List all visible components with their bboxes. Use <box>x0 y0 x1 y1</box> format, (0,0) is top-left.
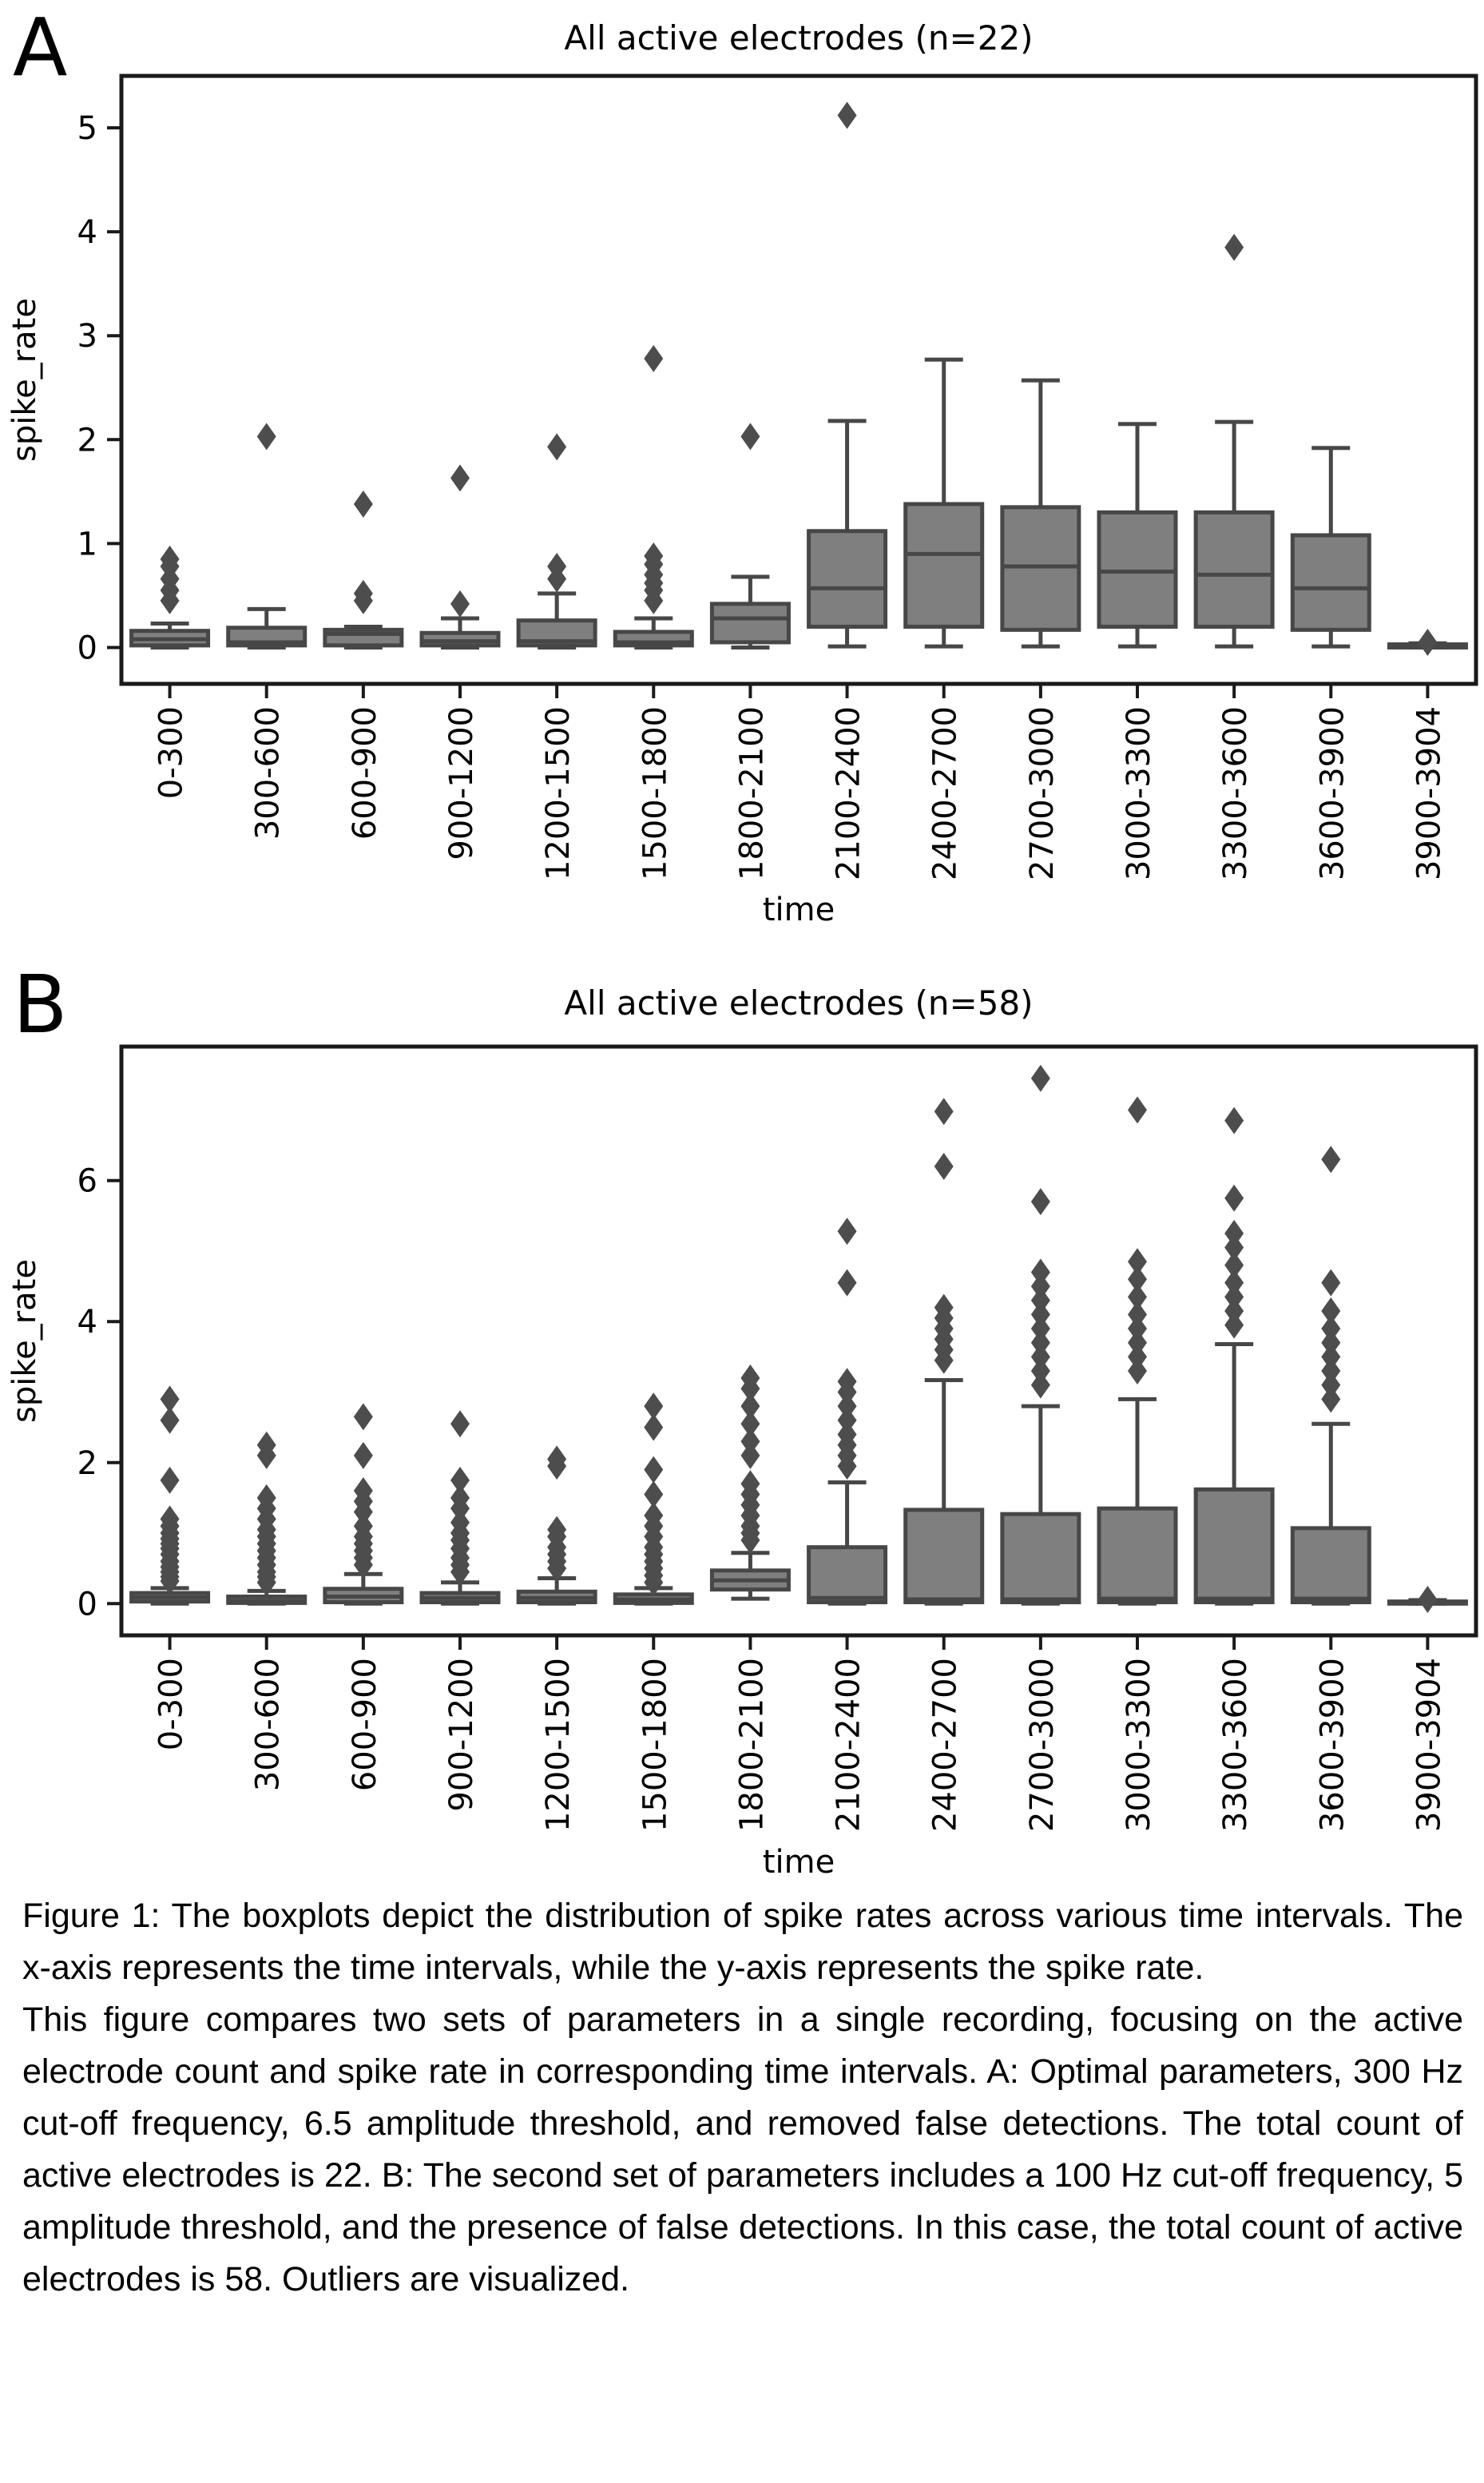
figure-caption <box>22 1890 1463 2306</box>
box <box>1292 535 1369 630</box>
x-tick-label: 1200-1500 <box>540 1658 577 1833</box>
outlier-diamond <box>1128 1096 1147 1123</box>
outlier-diamond <box>1224 1185 1244 1212</box>
outlier-diamond <box>644 345 663 372</box>
outlier-diamond <box>161 1467 180 1494</box>
x-tick-label: 600-900 <box>346 1658 383 1792</box>
x-tick-label: 3900-3904 <box>1411 1658 1448 1833</box>
outlier-diamond <box>257 423 276 450</box>
box <box>1196 1489 1272 1602</box>
box <box>809 1547 886 1603</box>
box <box>1099 512 1176 626</box>
y-tick-label: 4 <box>77 1304 97 1341</box>
x-tick-label: 1200-1500 <box>540 706 577 881</box>
x-tick-label: 3300-3600 <box>1217 706 1255 881</box>
x-tick-label: 1500-1800 <box>637 705 674 881</box>
x-axis-label: time <box>762 1844 835 1881</box>
outlier-diamond <box>838 101 857 129</box>
y-tick-label: 0 <box>77 630 97 667</box>
outlier-diamond <box>644 1392 663 1420</box>
x-tick-label: 3600-3900 <box>1314 706 1351 881</box>
y-tick-label: 3 <box>77 318 97 356</box>
x-tick-label: 2700-3000 <box>1023 1658 1061 1833</box>
outlier-diamond <box>644 1456 663 1484</box>
outlier-diamond <box>934 1153 954 1180</box>
outlier-diamond <box>1321 1297 1340 1325</box>
outlier-diamond <box>838 1218 857 1245</box>
x-tick-label: 300-600 <box>249 706 287 840</box>
box <box>906 504 982 627</box>
x-tick-label: 2100-2400 <box>830 1658 867 1833</box>
box <box>809 531 886 627</box>
caption-paragraph-2: This figure compares two sets of parameters in a single recording, focusing on the active electrode count and spike rate in corresponding time intervals. A: Optimal parameters, 300 Hz cut-off frequency, 6.5 amplitude threshold, and removed false detections. The total count of active electrodes is 22. B: The second set of parameters includes a 100 Hz cut-off frequency, 5 amplitude threshold, and the presence of false detections. In this case, the total count of active electrodes is 58. Outliers are visualized. <box>22 2000 1463 2298</box>
x-tick-label: 3300-3600 <box>1217 1658 1255 1833</box>
outlier-diamond <box>644 1480 663 1508</box>
outlier-diamond <box>838 1269 857 1297</box>
boxplot-chart-b <box>0 957 1484 1892</box>
box <box>1099 1508 1176 1602</box>
y-tick-label: 6 <box>77 1162 97 1200</box>
y-axis-label: spike_rate <box>6 298 43 462</box>
outlier-diamond <box>547 433 566 460</box>
y-tick-label: 5 <box>77 110 97 148</box>
panel-a <box>0 0 1484 935</box>
box <box>1002 507 1079 630</box>
outlier-diamond <box>354 1403 373 1430</box>
box <box>906 1510 982 1603</box>
outlier-diamond <box>354 1442 373 1469</box>
outlier-diamond <box>450 464 470 491</box>
y-tick-label: 2 <box>77 1444 97 1482</box>
x-tick-label: 3000-3300 <box>1121 1658 1157 1833</box>
box <box>1292 1528 1369 1603</box>
outlier-diamond <box>1031 1258 1050 1285</box>
x-tick-label: 1500-1800 <box>637 1658 674 1833</box>
outlier-diamond <box>1224 1107 1244 1134</box>
outlier-diamond <box>740 423 760 450</box>
outlier-diamond <box>1031 1065 1050 1092</box>
y-tick-label: 2 <box>77 422 97 459</box>
x-tick-label: 0-300 <box>153 706 190 800</box>
x-tick-label: 3900-3904 <box>1411 706 1448 881</box>
x-tick-label: 2400-2700 <box>927 1658 964 1833</box>
x-tick-label: 3600-3900 <box>1314 1658 1351 1833</box>
outlier-diamond <box>934 1098 954 1125</box>
x-axis-label: time <box>762 892 835 928</box>
outlier-diamond <box>1321 1146 1340 1173</box>
outlier-diamond <box>450 1410 470 1437</box>
outlier-diamond <box>161 1385 180 1412</box>
outlier-diamond <box>450 590 470 618</box>
panel-b <box>0 957 1484 1892</box>
outlier-diamond <box>1224 234 1244 261</box>
outlier-diamond <box>1224 1220 1244 1247</box>
box <box>422 633 498 646</box>
outlier-diamond <box>450 1467 470 1494</box>
x-tick-label: 900-1200 <box>443 706 480 860</box>
box <box>712 604 788 642</box>
boxplot-chart-a <box>0 0 1484 935</box>
y-tick-label: 4 <box>77 214 97 252</box>
outlier-diamond <box>1128 1248 1147 1275</box>
x-tick-label: 1800-2100 <box>733 706 771 881</box>
outlier-diamond <box>1418 629 1437 656</box>
box <box>1196 512 1272 626</box>
outlier-diamond <box>1031 1188 1050 1215</box>
x-tick-label: 2700-3000 <box>1023 706 1061 881</box>
y-tick-label: 0 <box>77 1586 97 1623</box>
x-tick-label: 3000-3300 <box>1121 706 1157 881</box>
caption-paragraph-1: Figure 1: The boxplots depict the distribution of spike rates across various time intervals. The x-axis represents the time intervals, while the y-axis represents the spike rate. <box>22 1897 1463 1987</box>
panel-label-a: A <box>13 1 68 94</box>
x-tick-label: 1800-2100 <box>733 1658 771 1833</box>
x-tick-label: 0-300 <box>153 1658 190 1751</box>
chart-title: All active electrodes (n=22) <box>564 18 1034 58</box>
x-tick-label: 2100-2400 <box>830 706 867 881</box>
outlier-diamond <box>354 491 373 518</box>
panel-label-b: B <box>13 958 68 1051</box>
x-tick-label: 600-900 <box>346 706 383 840</box>
outlier-diamond <box>1321 1269 1340 1297</box>
x-tick-label: 900-1200 <box>443 1658 480 1812</box>
outlier-diamond <box>1418 1586 1437 1613</box>
box <box>1002 1514 1079 1602</box>
y-axis-label: spike_rate <box>6 1259 43 1423</box>
chart-title: All active electrodes (n=58) <box>564 983 1034 1023</box>
x-tick-label: 2400-2700 <box>927 706 964 881</box>
x-tick-label: 300-600 <box>249 1658 287 1792</box>
y-tick-label: 1 <box>77 526 97 563</box>
